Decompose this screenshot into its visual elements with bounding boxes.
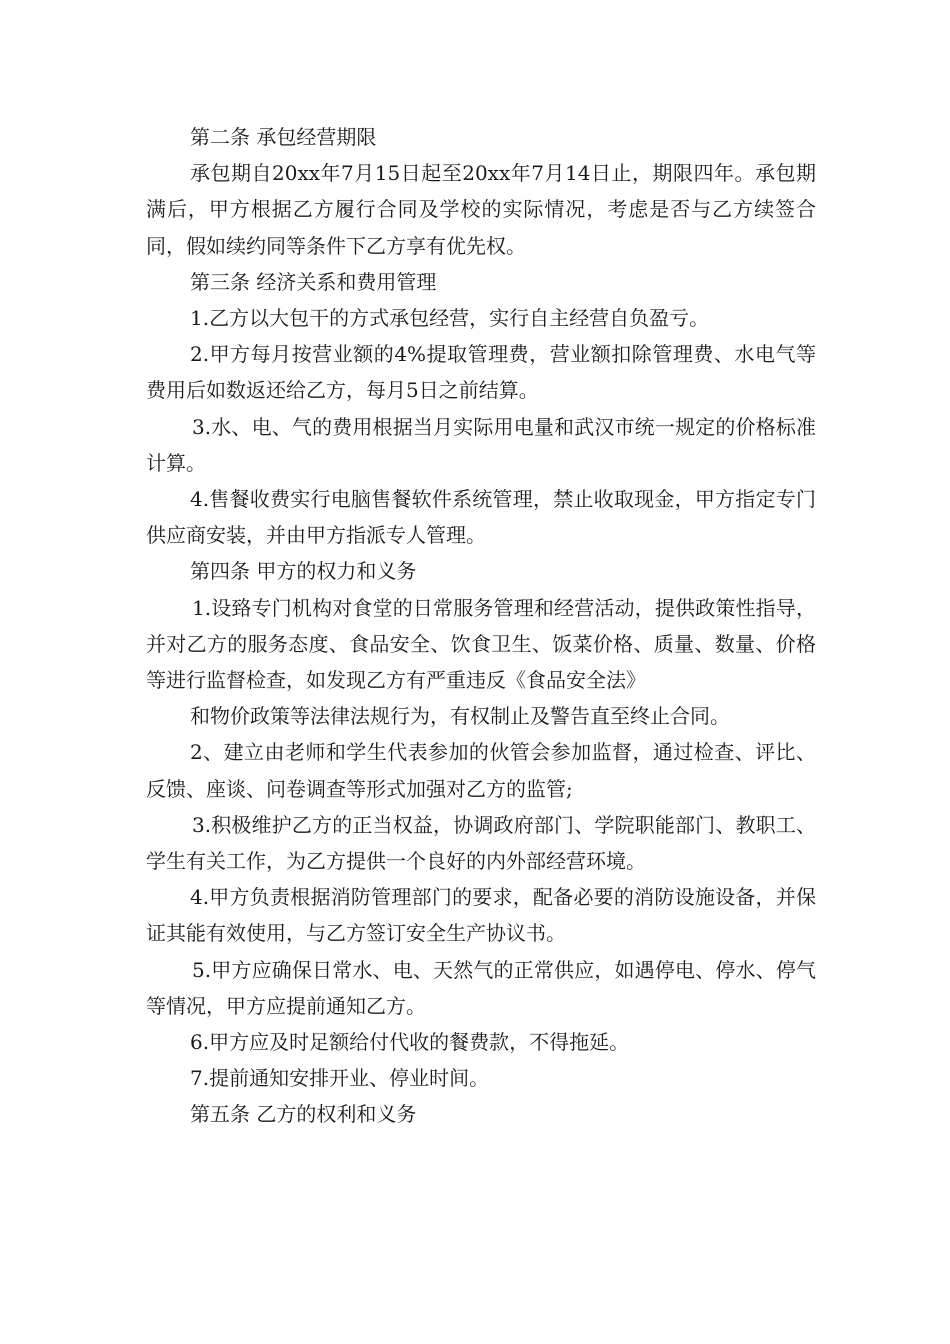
clause-4-7: 7.提前通知安排开业、停业时间。 (190, 1066, 490, 1091)
clause-3-4: 4.售餐收费实行电脑售餐软件系统管理，禁止收取现金，甲方指定专门供应商安装，并由甲方指派专人管理。 (146, 487, 816, 548)
clause-4-6: 6.甲方应及时足额给付代收的餐费款，不得拖延。 (190, 1030, 630, 1055)
clause-4-4: 4.甲方负责根据消防管理部门的要求，配备必要的消防设施设备，并保证其能有效使用，与乙方签订安全生产协议书。 (146, 885, 816, 946)
clause-4-2: 2、建立由老师和学生代表参加的伙管会参加监督，通过检查、评比、反馈、座谈、问卷调查等形式加强对乙方的监管; (146, 740, 816, 801)
clause-4-5: 5.甲方应确保日常水、电、天然气的正常供应，如遇停电、停水、停气等情况，甲方应提前通知乙方。 (146, 957, 816, 1018)
clause-4-3: 3.积极维护乙方的正当权益，协调政府部门、学院职能部门、教职工、学生有关工作，为乙方提供一个良好的内外部经营环境。 (146, 812, 816, 874)
article-heading-2: 第二条 承包经营期限 (190, 125, 377, 149)
term-paragraph: 承包期自20xx年7月15日起至20xx年7月14日止，期限四年。承包期满后，甲方根据乙方履行合同及学校的实际情况，考虑是否与乙方续签合同，假如续约同等条件下乙方享有优先权。 (146, 161, 816, 258)
clause-3-2: 2.甲方每月按营业额的4%提取管理费，营业额扣除管理费、水电气等费用后如数返还给乙方，每月5日之前结算。 (146, 342, 816, 403)
article-heading-3: 第三条 经济关系和费用管理 (190, 269, 437, 294)
document-body (146, 119, 816, 1133)
article-heading-4: 第四条 甲方的权力和义务 (190, 559, 417, 584)
clause-3-3: 3.水、电、气的费用根据当月实际用电量和武汉市统一规定的价格标准计算。 (146, 414, 816, 475)
clause-4-1: 1.设臵专门机构对食堂的日常服务管理和经营活动，提供政策性指导，并对乙方的服务态度、食品安全、饮食卫生、饭菜价格、质量、数量、价格等进行监督检查，如发现乙方有严重违反《食品安全法》 (146, 595, 816, 693)
clause-3-1: 1.乙方以大包干的方式承包经营，实行自主经营自负盈亏。 (190, 306, 710, 331)
article-heading-5: 第五条 乙方的权利和义务 (190, 1102, 417, 1127)
clause-4-1-continued: 和物价政策等法律法规行为，有权制止及警告直至终止合同。 (190, 704, 730, 729)
